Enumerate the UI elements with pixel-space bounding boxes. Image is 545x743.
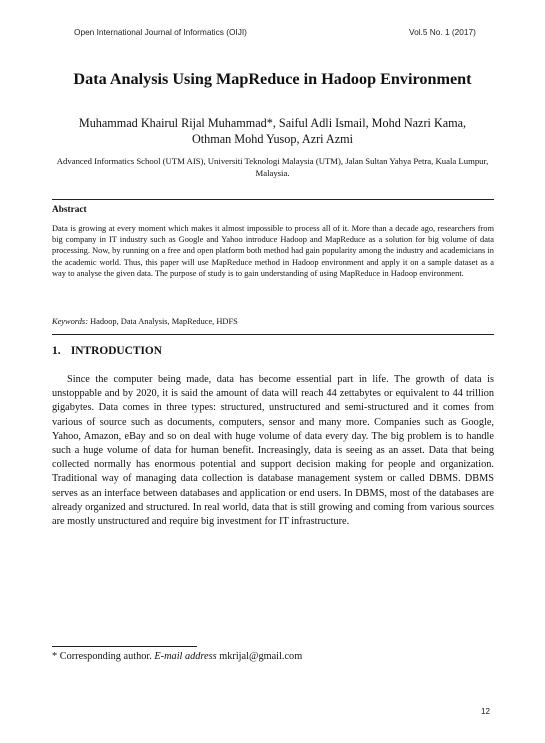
footnote bbox=[52, 651, 302, 662]
footnote-rule bbox=[52, 646, 197, 647]
section-title: INTRODUCTION bbox=[70, 345, 162, 357]
introduction-paragraph: Since the computer being made, data has become essential part in life. The growth of data is unstoppable and by 2020, it is said the amount of data will reach 44 zettabytes or equivalent to 44 trillion gigabytes. Data comes in three types: structured, unstructured and semi-structured and it comes from various of source such as documents, computers, sensor and many more. Companies such as Google, Yahoo, Amazon, eBay and so on deal with huge volume of data every day. The big problem is to handle such a huge volume of data for human benefit. Increasingly, data is seeing as an asset. Data that being collected normally has enormous potential and support decision making for people and organization. Traditional way of managing data collection is database management system or called DBMS. DBMS serves as an interface between databases and application or end users. In DBMS, most of the databases are already organized and structured. In real world, data that is still growing and coming from various sources are mostly unstructured and require big investment for IT infrastructure. bbox=[52, 374, 494, 528]
keywords-line bbox=[52, 317, 494, 326]
page-number: 12 bbox=[481, 707, 490, 716]
footnote-prefix: * Corresponding author. bbox=[52, 651, 152, 662]
author-list bbox=[50, 116, 495, 147]
abstract-top-rule bbox=[52, 199, 494, 200]
abstract-bottom-rule bbox=[52, 334, 494, 335]
abstract-heading: Abstract bbox=[52, 205, 87, 215]
keywords-list: Hadoop, Data Analysis, MapReduce, HDFS bbox=[90, 317, 238, 326]
section-heading bbox=[52, 345, 162, 357]
author-affiliation: Advanced Informatics School (UTM AIS), Universiti Teknologi Malaysia (UTM), Jalan Sultan Yahya Petra, Kuala Lumpur, Malaysia. bbox=[56, 156, 489, 178]
journal-volume: Vol.5 No. 1 (2017) bbox=[409, 27, 476, 37]
paper-title: Data Analysis Using MapReduce in Hadoop Environment bbox=[73, 70, 472, 88]
keywords-label: Keywords: bbox=[52, 317, 88, 326]
authors-line-2: Othman Mohd Yusop, Azri Azmi bbox=[191, 131, 354, 146]
footnote-email: mkrijal@gmail.com bbox=[219, 651, 303, 662]
section-number: 1. bbox=[52, 345, 61, 357]
abstract-body: Data is growing at every moment which makes it almost impossible to process all of it. More than a decade ago, researchers from big company in IT industry such as Google and Yahoo introduce Hadoop and MapReduce as a solution for big volume of data processing. Now, by running on a free and open platform both method had gain popularity among the industry and academicians in the academic world. Thus, this paper will use MapReduce method in Hadoop environment and apply it on a sample dataset as a way to analyse the given data. The purpose of study is to gain understanding of using MapReduce in Hadoop environment. bbox=[52, 224, 494, 278]
footnote-email-label: E-mail address bbox=[154, 651, 217, 662]
authors-line-1: Muhammad Khairul Rijal Muhammad*, Saiful Adli Ismail, Mohd Nazri Kama, bbox=[78, 116, 467, 130]
journal-name: Open International Journal of Informatics (OIJI) bbox=[74, 27, 247, 37]
